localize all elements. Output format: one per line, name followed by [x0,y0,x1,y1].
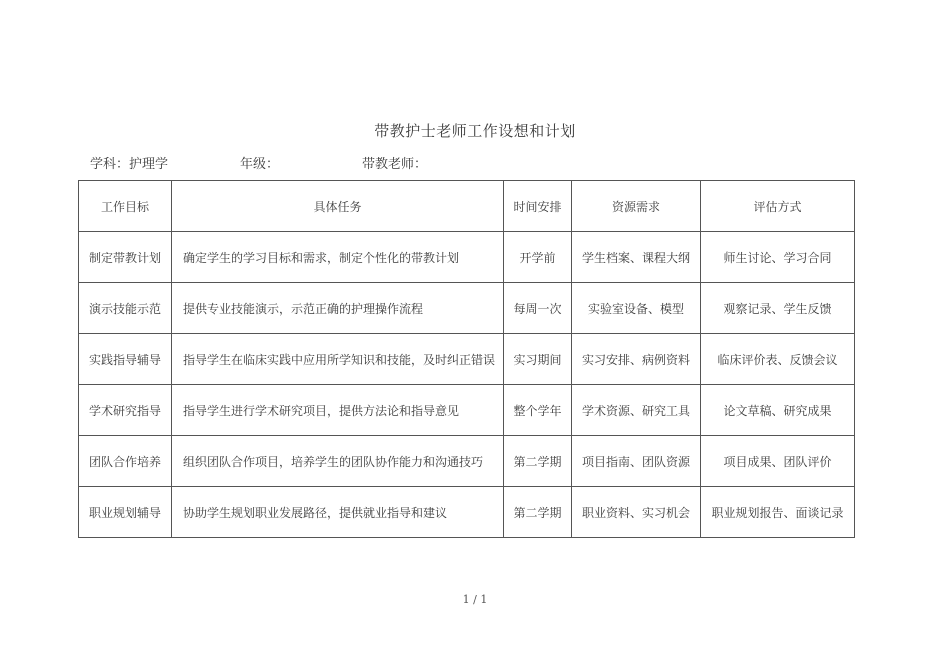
cell-resources: 学生档案、课程大纲 [572,232,701,283]
header-goal: 工作目标 [79,181,172,232]
cell-resources: 职业资料、实习机会 [572,487,701,538]
meta-teacher: 带教老师： [362,157,428,172]
cell-time: 整个学年 [504,385,572,436]
table-row [79,232,855,283]
cell-evaluation: 论文草稿、研究成果 [701,385,855,436]
header-resources: 资源需求 [572,181,701,232]
header-evaluation: 评估方式 [701,181,855,232]
cell-goal: 制定带教计划 [79,232,172,283]
cell-resources: 项目指南、团队资源 [572,436,701,487]
plan-table [78,180,855,538]
cell-time: 实习期间 [504,334,572,385]
header-time: 时间安排 [504,181,572,232]
page-number: 1 / 1 [462,593,488,606]
cell-task: 组织团队合作项目，培养学生的团队协作能力和沟通技巧 [172,436,504,487]
cell-goal: 实践指导辅导 [79,334,172,385]
cell-task: 提供专业技能演示，示范正确的护理操作流程 [172,283,504,334]
cell-resources: 实验室设备、模型 [572,283,701,334]
cell-task: 确定学生的学习目标和需求，制定个性化的带教计划 [172,232,504,283]
cell-evaluation: 师生讨论、学习合同 [701,232,855,283]
table-row [79,334,855,385]
cell-evaluation: 项目成果、团队评价 [701,436,855,487]
table-row [79,487,855,538]
cell-task: 指导学生在临床实践中应用所学知识和技能，及时纠正错误 [172,334,504,385]
table-row [79,385,855,436]
cell-goal: 团队合作培养 [79,436,172,487]
document-meta [90,153,590,173]
table-row [79,283,855,334]
table-header-row [79,181,855,232]
cell-goal: 学术研究指导 [79,385,172,436]
cell-task: 指导学生进行学术研究项目，提供方法论和指导意见 [172,385,504,436]
cell-evaluation: 职业规划报告、面谈记录 [701,487,855,538]
meta-subject: 学科：护理学 [90,157,169,172]
meta-grade: 年级： [240,157,280,172]
cell-resources: 实习安排、病例资料 [572,334,701,385]
header-task: 具体任务 [172,181,504,232]
cell-time: 第二学期 [504,487,572,538]
table-row [79,436,855,487]
cell-goal: 演示技能示范 [79,283,172,334]
cell-task: 协助学生规划职业发展路径，提供就业指导和建议 [172,487,504,538]
cell-time: 第二学期 [504,436,572,487]
document-title: 带教护士老师工作设想和计划 [374,122,576,140]
cell-evaluation: 临床评价表、反馈会议 [701,334,855,385]
cell-evaluation: 观察记录、学生反馈 [701,283,855,334]
cell-time: 开学前 [504,232,572,283]
cell-resources: 学术资源、研究工具 [572,385,701,436]
cell-goal: 职业规划辅导 [79,487,172,538]
cell-time: 每周一次 [504,283,572,334]
